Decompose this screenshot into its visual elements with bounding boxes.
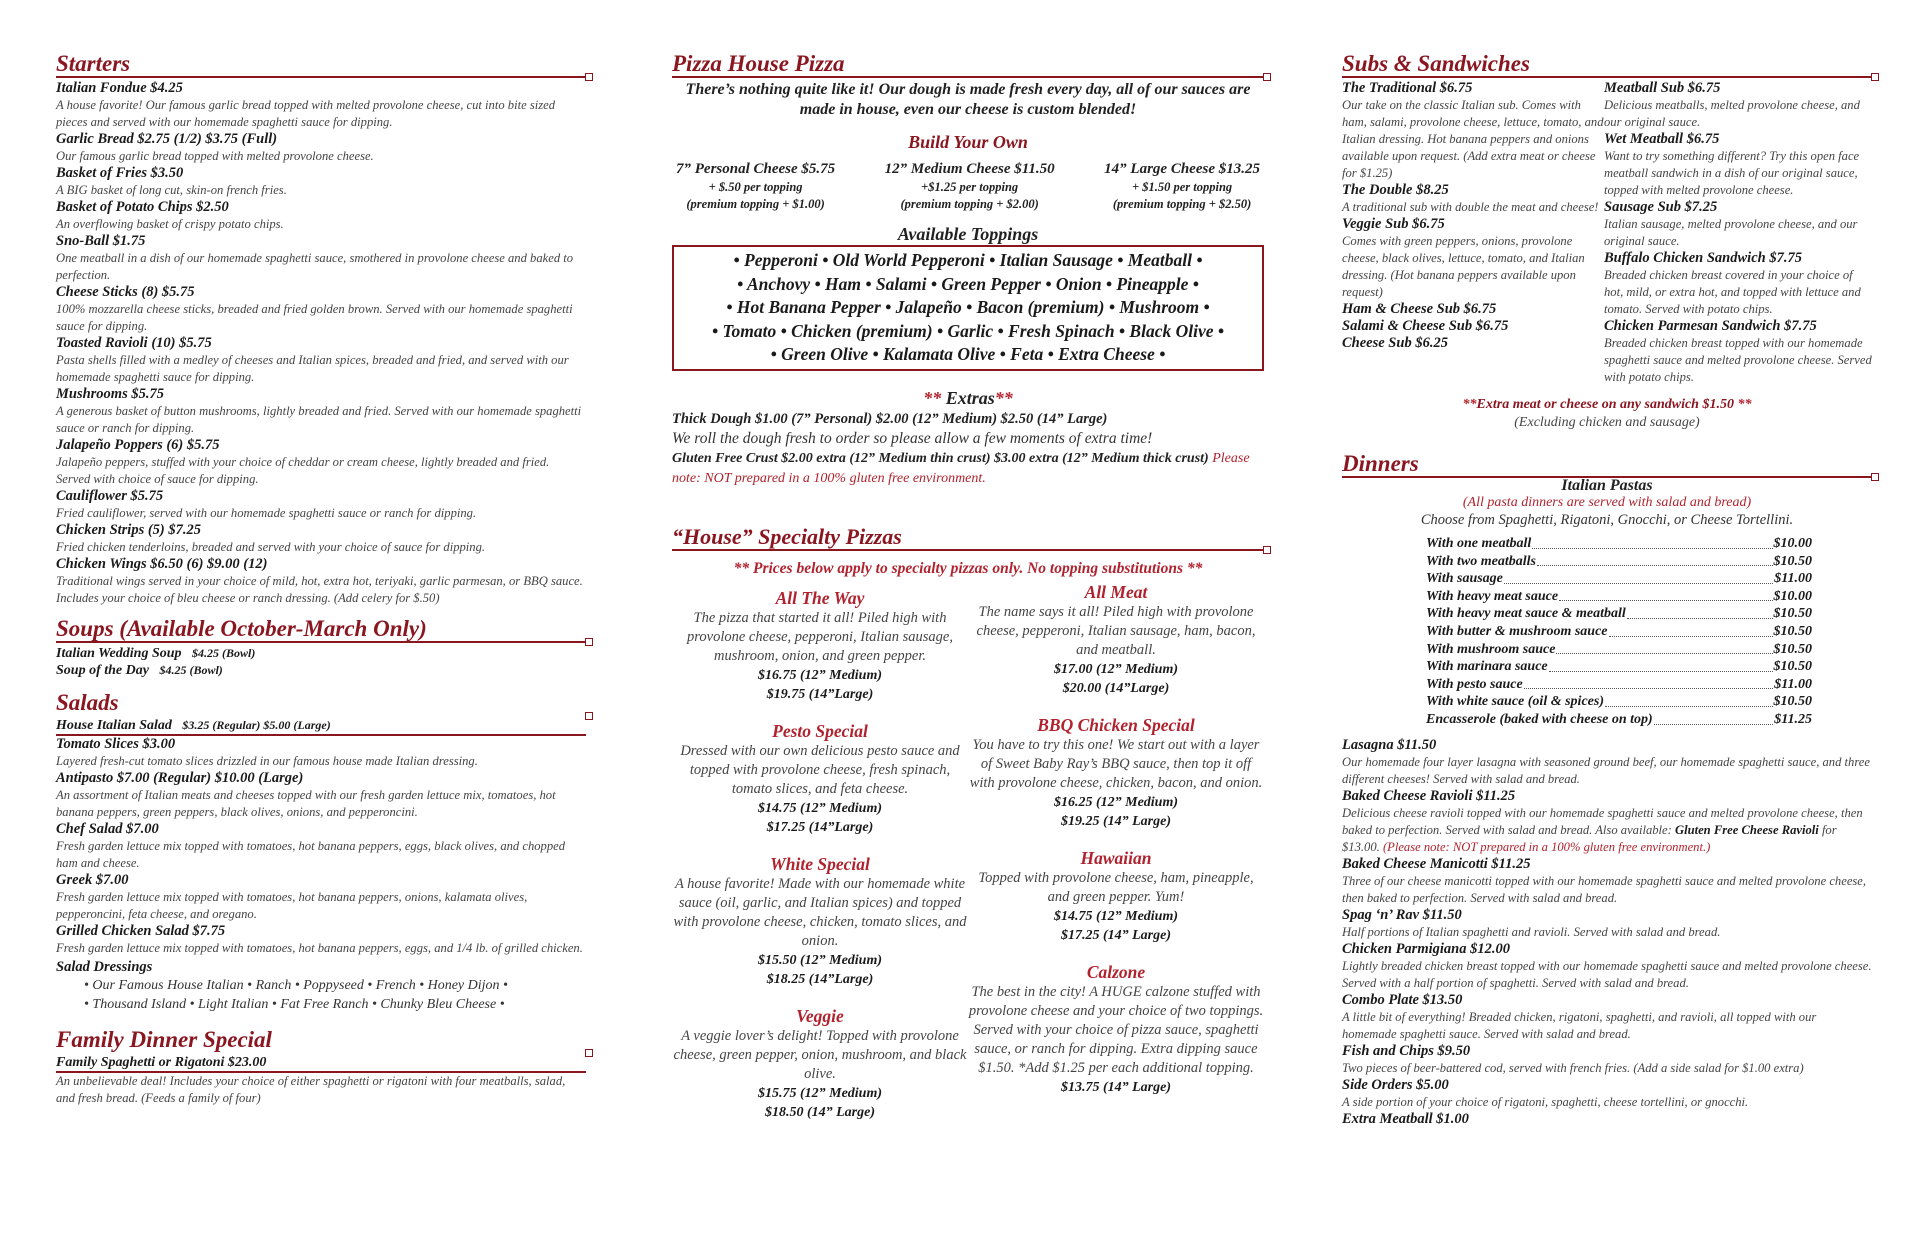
specialty-heading: “House” Specialty Pizzas — [672, 523, 1264, 551]
salad-item-desc: Fresh garden lettuce mix topped with tomatoes, hot banana peppers, eggs, black olives, and chopped ham and cheese. — [56, 839, 566, 870]
sub-item-name: Ham & Cheese Sub $6.75 — [1342, 301, 1497, 317]
specialty-desc: Topped with provolone cheese, ham, pineapple, and green pepper. Yum! — [978, 869, 1254, 905]
dot-leader — [1609, 623, 1773, 637]
sub-item — [1604, 80, 1872, 131]
specialty-pizza — [672, 1005, 968, 1122]
starter-item-name: Garlic Bread $2.75 (1/2) $3.75 (Full) — [56, 131, 278, 147]
specialty-pizza — [672, 587, 968, 704]
pasta-row — [1426, 641, 1812, 659]
dinner-item-name: Combo Plate $13.50 — [1342, 991, 1463, 1008]
dinner-item-name: Extra Meatball $1.00 — [1342, 1110, 1469, 1127]
specialty-desc: The name says it all! Piled high with provolone cheese, pepperoni, Italian sausage, ham, bacon, and meatball. — [976, 603, 1256, 658]
family-heading: Family Dinner Special — [56, 1026, 586, 1052]
sub-item — [1604, 199, 1872, 250]
specialty-price: $16.25 (12” Medium) — [1053, 794, 1179, 810]
pasta-list — [1342, 535, 1872, 729]
starter-item — [56, 284, 586, 335]
pasta-price: $10.50 — [1773, 641, 1812, 657]
salad-item — [56, 770, 586, 821]
size-topping: + $1.50 per topping — [1131, 180, 1233, 194]
dinner-item — [1342, 941, 1872, 992]
dinner-item-name: Lasagna $11.50 — [1342, 736, 1437, 753]
sub-item-name: Buffalo Chicken Sandwich $7.75 — [1604, 250, 1802, 266]
specialty-price: $19.25 (14” Large) — [1060, 813, 1172, 829]
extras-title — [672, 387, 1264, 409]
pasta-name: Encasserole (baked with cheese on top) — [1426, 711, 1653, 727]
gluten-free-crust: Gluten Free Crust $2.00 extra (12” Medium thin crust) $3.00 extra (12” Medium thick crust) — [672, 450, 1209, 466]
pasta-price: $10.50 — [1773, 623, 1812, 639]
dinner-item — [1342, 856, 1872, 907]
starter-item — [56, 556, 586, 607]
pasta-price: $10.00 — [1773, 588, 1812, 604]
starter-item — [56, 437, 586, 488]
toppings-line: • Green Olive • Kalamata Olive • Feta • Extra Cheese • — [770, 344, 1166, 364]
build-your-own-title: Build Your Own — [908, 132, 1028, 152]
starter-item-desc: A house favorite! Our famous garlic bread topped with melted provolone cheese, cut into bite sized pieces and served with our homemade spaghetti sauce for dipping. — [56, 98, 556, 129]
sub-item-desc: Delicious meatballs, melted provolone cheese, and our original sauce. — [1604, 98, 1860, 129]
dinner-item-name: Baked Cheese Manicotti $11.25 — [1342, 855, 1531, 872]
specialty-title: Veggie — [796, 1005, 844, 1026]
starter-item-desc: Fried cauliflower, served with our homemade spaghetti sauce or ranch for dipping. — [56, 506, 477, 520]
starter-item-desc: A generous basket of button mushrooms, lightly breaded and fried. Served with our homemade spaghetti sauce or ranch for dipping. — [56, 404, 582, 435]
specialty-price: $18.50 (14” Large) — [764, 1104, 876, 1120]
starter-item-desc: Traditional wings served in your choice of mild, hot, extra hot, teriyaki, garlic parmesan, or BBQ sauce. Includes your choice of bleu cheese or ranch dressing. (Add celery for $.50) — [56, 574, 583, 605]
ravioli-desc: Delicious cheese ravioli topped with our homemade spaghetti sauce and melted provolone cheese, then baked to perfection. Served with salad and bread. Also available: — [1342, 805, 1863, 837]
pasta-price: $10.50 — [1773, 659, 1812, 675]
dinner-item — [1342, 1077, 1872, 1111]
specialty-title: Pesto Special — [772, 720, 868, 741]
center-column — [672, 50, 1264, 1138]
pasta-price: $10.00 — [1773, 536, 1812, 551]
subs-extra-note — [1342, 396, 1872, 414]
sub-item — [1342, 80, 1604, 182]
starters-heading: Starters — [56, 50, 586, 78]
sub-item-name: The Double $8.25 — [1342, 182, 1449, 198]
specialty-pizza — [968, 581, 1264, 698]
starter-item — [56, 522, 586, 556]
pasta-price: $11.25 — [1774, 711, 1812, 727]
specialty-price: $17.25 (14”Large) — [766, 819, 874, 835]
sub-item-name: Meatball Sub $6.75 — [1604, 80, 1721, 96]
pastas-note: (All pasta dinners are served with salad and bread) — [1462, 495, 1752, 510]
ravioli-gf: Gluten Free Cheese Ravioli — [1675, 822, 1819, 837]
specialty-pizza — [968, 961, 1264, 1097]
house-salad-price: $3.25 (Regular) $5.00 (Large) — [182, 718, 331, 732]
specialty-desc: A veggie lover’s delight! Topped with provolone cheese, green pepper, onion, mushroom, and black olive. — [673, 1027, 967, 1082]
salad-dressings-title: Salad Dressings — [56, 959, 153, 975]
starter-item-name: Chicken Wings $6.50 (6) $9.00 (12) — [56, 556, 268, 572]
starter-item-desc: Fried chicken tenderloins, breaded and served with your choice of sauce for dipping. — [56, 540, 486, 554]
dinner-item-name: Baked Cheese Ravioli $11.25 — [1342, 787, 1516, 804]
thick-dough: Thick Dough $1.00 (7” Personal) $2.00 (12” Medium) $2.50 (14” Large) — [672, 410, 1108, 427]
specialty-price: $15.75 (12” Medium) — [757, 1085, 883, 1101]
pasta-row — [1426, 570, 1812, 588]
pasta-price: $11.00 — [1774, 571, 1812, 587]
size-premium: (premium topping + $2.00) — [900, 197, 1039, 211]
dot-leader — [1537, 553, 1773, 567]
dinner-item-name: Side Orders $5.00 — [1342, 1076, 1449, 1093]
starter-item-name: Cauliflower $5.75 — [56, 488, 164, 504]
pasta-name: With heavy meat sauce & meatball — [1426, 606, 1626, 622]
subs-extra-stars: ** — [1462, 397, 1477, 412]
soup-price: $4.25 (Bowl) — [159, 663, 223, 677]
specialty-price: $18.25 (14”Large) — [766, 971, 874, 987]
salad-item — [56, 736, 586, 770]
dot-leader — [1524, 676, 1774, 690]
dinner-item-desc: Lightly breaded chicken breast topped with our homemade spaghetti sauce and melted provolone cheese. Served with a half portion of spaghetti. Served with salad and bread. — [1342, 958, 1872, 990]
specialty-title: BBQ Chicken Special — [1037, 714, 1195, 735]
specialty-right — [968, 581, 1264, 1138]
soup-price: $4.25 (Bowl) — [192, 646, 256, 660]
left-column — [56, 50, 586, 1107]
dinner-item-name: Fish and Chips $9.50 — [1342, 1042, 1471, 1059]
extras-stars: ** — [994, 387, 1013, 408]
starter-item-desc: 100% mozzarella cheese sticks, breaded and fried golden brown. Served with our homemade spaghetti sauce for dipping. — [56, 302, 573, 333]
sub-item — [1342, 335, 1604, 352]
dot-leader — [1605, 693, 1773, 707]
soup-name: Soup of the Day — [56, 663, 149, 678]
dinner-item — [1342, 1111, 1872, 1128]
toppings-title: Available Toppings — [897, 224, 1039, 244]
extras-stars: ** — [923, 387, 942, 408]
pastas-title: Italian Pastas — [1561, 477, 1653, 494]
gluten-free — [672, 449, 1264, 489]
starter-item-name: Mushrooms $5.75 — [56, 386, 164, 402]
pasta-name: With pesto sauce — [1426, 676, 1523, 692]
specialty-desc: A house favorite! Made with our homemade white sauce (oil, garlic, and Italian spices) and topped with provolone cheese, chicken, tomato slices, and onion. — [673, 875, 967, 949]
starter-item-name: Cheese Sticks (8) $5.75 — [56, 284, 195, 300]
salad-item — [56, 821, 586, 872]
subs-left — [1342, 80, 1604, 386]
pasta-name: With white sauce (oil & spices) — [1426, 694, 1604, 710]
gluten-free-note: Please note: NOT prepared in a 100% gluten free environment. — [672, 450, 1250, 486]
subs-extra-stars: ** — [1737, 397, 1752, 412]
salad-item — [56, 923, 586, 957]
ravioli-gf-price: for $13.00. — [1342, 822, 1837, 854]
dot-leader — [1504, 570, 1773, 584]
family-item-name: Family Spaghetti or Rigatoni $23.00 — [56, 1054, 586, 1073]
pasta-name: With sausage — [1426, 571, 1503, 587]
salad-dressings-line: • Our Famous House Italian • Ranch • Poppyseed • French • Honey Dijon • — [84, 978, 508, 993]
sub-item — [1342, 318, 1604, 335]
toppings-line: • Pepperoni • Old World Pepperoni • Italian Sausage • Meatball • — [733, 250, 1203, 270]
specialty-price: $16.75 (12” Medium) — [757, 667, 883, 683]
specialty-price: $17.00 (12” Medium) — [1053, 661, 1179, 677]
specialty-left — [672, 587, 968, 1138]
specialty-pizza — [672, 853, 968, 989]
starter-item-name: Toasted Ravioli (10) $5.75 — [56, 335, 212, 351]
specialty-price: $14.75 (12” Medium) — [757, 800, 883, 816]
size-name: 7” Personal Cheese $5.75 — [676, 161, 836, 177]
pasta-row — [1426, 676, 1812, 694]
dinner-item-desc: Two pieces of beer-battered cod, served with french fries. (Add a side salad for $1.00 extra) — [1342, 1060, 1804, 1075]
dot-leader — [1532, 535, 1772, 549]
sub-item-name: Salami & Cheese Sub $6.75 — [1342, 318, 1509, 334]
dinner-item-desc: A side portion of your choice of rigatoni, spaghetti, cheese tortellini, or gnocchi. — [1342, 1094, 1749, 1109]
dinner-item-name: Chicken Parmigiana $12.00 — [1342, 940, 1510, 957]
sub-item-name: Sausage Sub $7.25 — [1604, 199, 1718, 215]
pasta-name: With marinara sauce — [1426, 659, 1548, 675]
salad-dressings-line: • Thousand Island • Light Italian • Fat Free Ranch • Chunky Bleu Cheese • — [84, 997, 505, 1012]
salad-item-desc: An assortment of Italian meats and cheeses topped with our fresh garden lettuce mix, tomatoes, hot banana peppers, green peppers, black olives, onions, and pepperoncini. — [56, 788, 556, 819]
dinner-item — [1342, 907, 1872, 941]
starter-item-name: Chicken Strips (5) $7.25 — [56, 522, 202, 538]
sub-item-desc: Want to try something different? Try this open face meatball sandwich in a dish of our original sauce, topped with melted provolone cheese. — [1604, 149, 1860, 197]
starter-item-desc: A BIG basket of long cut, skin-on french fries. — [56, 183, 287, 197]
dinner-item-desc — [1342, 805, 1872, 856]
pasta-row — [1426, 588, 1812, 606]
dinner-item-desc: Half portions of Italian spaghetti and ravioli. Served with salad and bread. — [1342, 924, 1721, 939]
size-topping: + $.50 per topping — [708, 180, 803, 194]
pasta-name: With butter & mushroom sauce — [1426, 623, 1608, 639]
dinner-item — [1342, 1043, 1872, 1077]
soup-item — [56, 645, 586, 662]
salad-item — [56, 872, 586, 923]
specialty-price: $20.00 (14”Large) — [1062, 680, 1170, 696]
specialty-desc: The pizza that started it all! Piled high with provolone cheese, pepperoni, Italian sausage, mushroom, onion, and green pepper. — [687, 609, 953, 664]
specialty-price: $13.75 (14” Large) — [1060, 1079, 1172, 1095]
size-medium — [885, 159, 1055, 213]
starter-item-desc: One meatball in a dish of our homemade spaghetti sauce, smothered in provolone cheese and baked to perfection. — [56, 251, 574, 282]
size-name: 12” Medium Cheese $11.50 — [884, 161, 1055, 177]
size-topping: +$1.25 per topping — [921, 180, 1019, 194]
sub-item-name: Cheese Sub $6.25 — [1342, 335, 1448, 351]
sub-item-desc: Italian sausage, melted provolone cheese, and our original sauce. — [1604, 217, 1858, 248]
pasta-name: With two meatballs — [1426, 553, 1536, 569]
starter-item — [56, 165, 586, 199]
starters-list — [56, 80, 586, 607]
pasta-price: $10.50 — [1773, 606, 1812, 622]
starter-item — [56, 131, 586, 165]
dinners-heading: Dinners — [1342, 450, 1872, 478]
size-options — [672, 159, 1264, 213]
starter-item — [56, 386, 586, 437]
starter-item-desc: Jalapeño peppers, stuffed with your choice of cheddar or cream cheese, lightly breaded and fried. Served with choice of sauce for dipping. — [56, 455, 550, 486]
pasta-row — [1426, 623, 1812, 641]
pasta-name: With mushroom sauce — [1426, 641, 1556, 657]
dinner-item-name: Spag ‘n’ Rav $11.50 — [1342, 906, 1462, 923]
starter-item-name: Sno-Ball $1.75 — [56, 233, 146, 249]
sub-item-desc: Comes with green peppers, onions, provolone cheese, black olives, lettuce, tomato, and Italian dressing. (Hot banana peppers available upon request) — [1342, 234, 1585, 299]
specialty-pizza — [672, 720, 968, 837]
subs-grid — [1342, 80, 1872, 386]
dinner-item-desc: Three of our cheese manicotti topped with our homemade spaghetti sauce and melted provolone cheese, then baked to perfection. Served with salad and bread. — [1342, 873, 1867, 905]
dinner-item — [1342, 737, 1872, 788]
pasta-name: With heavy meat sauce — [1426, 588, 1559, 604]
toppings-box — [672, 245, 1264, 371]
dot-leader — [1556, 641, 1772, 655]
pasta-price: $10.50 — [1773, 553, 1812, 569]
soup-item — [56, 662, 586, 679]
sub-item-name: Chicken Parmesan Sandwich $7.75 — [1604, 318, 1817, 334]
starter-item-name: Jalapeño Poppers (6) $5.75 — [56, 437, 220, 453]
specialty-note: ** Prices below apply to specialty pizzas only. No topping substitutions ** — [733, 559, 1203, 577]
salads-list — [56, 736, 586, 957]
starter-item — [56, 335, 586, 386]
house-salad — [56, 717, 586, 736]
starter-item-desc: An overflowing basket of crispy potato chips. — [56, 217, 284, 231]
starter-item-desc: Our famous garlic bread topped with melted provolone cheese. — [56, 149, 374, 163]
specialty-price: $14.75 (12” Medium) — [1053, 908, 1179, 924]
salad-item-name: Antipasto $7.00 (Regular) $10.00 (Large) — [56, 770, 304, 786]
sub-item — [1342, 182, 1604, 216]
sub-item-desc: Our take on the classic Italian sub. Comes with ham, salami, provolone cheese, lettuce, tomato, and Italian dressing. Hot banana peppers and onions available upon request. (Add extra meat or cheese for $1.25) — [1342, 98, 1604, 180]
family-item-desc: An unbelievable deal! Includes your choice of either spaghetti or rigatoni with four meatballs, salad, and fresh bread. (Feeds a family of four) — [56, 1074, 566, 1105]
soup-name: Italian Wedding Soup — [56, 646, 182, 661]
sub-item — [1604, 131, 1872, 199]
starter-item — [56, 488, 586, 522]
starter-item-desc: Pasta shells filled with a medley of cheeses and Italian spices, breaded and fried, and served with our homemade spaghetti sauce for dipping. — [56, 353, 569, 384]
size-personal — [676, 159, 835, 213]
pasta-row — [1426, 693, 1812, 711]
soups-heading: Soups (Available October-March Only) — [56, 615, 586, 643]
pizza-heading: Pizza House Pizza — [672, 50, 1264, 78]
starter-item — [56, 80, 586, 131]
thick-dough-note: We roll the dough fresh to order so please allow a few moments of extra time! — [672, 429, 1153, 447]
specialty-title: All Meat — [1084, 581, 1148, 602]
salad-item-name: Greek $7.00 — [56, 872, 129, 888]
size-large — [1104, 159, 1260, 213]
dot-leader — [1549, 658, 1773, 672]
pasta-row — [1426, 553, 1812, 571]
pasta-row — [1426, 711, 1812, 729]
starter-item-name: Basket of Potato Chips $2.50 — [56, 199, 229, 215]
toppings-line: • Tomato • Chicken (premium) • Garlic • Fresh Spinach • Black Olive • — [711, 320, 1225, 341]
starter-item — [56, 199, 586, 233]
size-premium: (premium topping + $2.50) — [1112, 197, 1252, 211]
pasta-row — [1426, 605, 1812, 623]
dinner-item-desc: A little bit of everything! Breaded chicken, rigatoni, spaghetti, and ravioli, all topped with our homemade spaghetti sauce. Served with salad and bread. — [1342, 1009, 1817, 1041]
specialty-title: Hawaiian — [1080, 847, 1152, 868]
dinner-item-desc: Our homemade four layer lasagna with seasoned ground beef, our homemade spaghetti sauce, and three different cheeses! Served with salad and bread. — [1342, 754, 1870, 786]
salad-item-desc: Layered fresh-cut tomato slices drizzled in our famous house made Italian dressing. — [56, 754, 478, 768]
dinner-list — [1342, 907, 1872, 1128]
subs-heading: Subs & Sandwiches — [1342, 50, 1872, 78]
salad-item-name: Tomato Slices $3.00 — [56, 736, 176, 752]
specialty-grid — [672, 581, 1264, 1138]
pizza-intro: There’s nothing quite like it! Our dough is made fresh every day, all of our sauces are made in house, even our cheese is custom blended! — [685, 81, 1251, 118]
specialty-price: $15.50 (12” Medium) — [757, 952, 883, 968]
starter-item-name: Basket of Fries $3.50 — [56, 165, 184, 181]
pasta-price: $10.50 — [1773, 694, 1812, 710]
pasta-row — [1426, 658, 1812, 676]
specialty-pizza — [968, 847, 1264, 945]
pasta-price: $11.00 — [1774, 676, 1812, 692]
starter-item — [56, 233, 586, 284]
specialty-price: $19.75 (14”Large) — [766, 686, 874, 702]
salad-item-desc: Fresh garden lettuce mix topped with tomatoes, hot banana peppers, onions, kalamata olives, pepperoncini, feta cheese, and oregano. — [56, 890, 528, 921]
sub-item-desc: Breaded chicken breast covered in your choice of hot, mild, or extra hot, and topped with lettuce and tomato. Served with potato chips. — [1604, 268, 1861, 316]
sub-item-desc: Breaded chicken breast topped with our homemade spaghetti sauce and melted provolone cheese. Served with potato chips. — [1604, 336, 1872, 384]
specialty-title: All The Way — [775, 587, 865, 608]
sub-item-name: Wet Meatball $6.75 — [1604, 131, 1720, 147]
subs-extra-text: Extra meat or cheese on any sandwich $1.50 — [1476, 397, 1734, 412]
specialty-desc: Dressed with our own delicious pesto sauce and topped with provolone cheese, fresh spinach, tomato slices, and feta cheese. — [680, 742, 960, 797]
subs-extra-sub: (Excluding chicken and sausage) — [1514, 415, 1700, 430]
salad-item-name: Grilled Chicken Salad $7.75 — [56, 923, 226, 939]
ravioli-note: (Please note: NOT prepared in a 100% gluten free environment.) — [1382, 839, 1711, 854]
sub-item — [1604, 318, 1872, 386]
toppings-line: • Anchovy • Ham • Salami • Green Pepper • Onion • Pineapple • — [737, 273, 1199, 294]
specialty-pizza — [968, 714, 1264, 831]
specialty-price: $17.25 (14” Large) — [1060, 927, 1172, 943]
extras-label: Extras — [945, 387, 995, 408]
sub-item-name: The Traditional $6.75 — [1342, 80, 1473, 96]
sub-item — [1342, 301, 1604, 318]
toppings-line: • Hot Banana Pepper • Jalapeño • Bacon (premium) • Mushroom • — [726, 297, 1210, 317]
specialty-title: Calzone — [1086, 961, 1146, 982]
subs-right — [1604, 80, 1872, 386]
sub-item-desc: A traditional sub with double the meat and cheese! — [1342, 200, 1599, 214]
specialty-desc: The best in the city! A HUGE calzone stuffed with provolone cheese and your choice of two toppings. Served with your choice of pizza sauce, spaghetti sauce, or ranch for dipping. Extra dipping sauce $1.50. *Add $1.25 per each additional topping. — [968, 983, 1264, 1076]
right-column — [1342, 50, 1872, 1128]
sub-item — [1342, 216, 1604, 301]
dinner-item — [1342, 992, 1872, 1043]
salad-item-desc: Fresh garden lettuce mix topped with tomatoes, hot banana peppers, eggs, and 1/4 lb. of grilled chicken. — [56, 941, 583, 955]
salads-heading: Salads — [56, 689, 586, 715]
pastas-choose: Choose from Spaghetti, Rigatoni, Gnocchi, or Cheese Tortellini. — [1420, 512, 1794, 528]
dot-leader — [1654, 711, 1774, 725]
salad-item-name: Chef Salad $7.00 — [56, 821, 159, 837]
house-salad-name: House Italian Salad — [56, 718, 172, 733]
size-name: 14” Large Cheese $13.25 — [1104, 161, 1260, 177]
dot-leader — [1627, 605, 1773, 619]
dinner-item — [1342, 788, 1872, 856]
specialty-title: White Special — [770, 853, 870, 874]
dot-leader — [1559, 588, 1772, 602]
sub-item — [1604, 250, 1872, 318]
size-premium: (premium topping + $1.00) — [686, 197, 825, 211]
starter-item-name: Italian Fondue $4.25 — [56, 80, 183, 96]
sub-item-name: Veggie Sub $6.75 — [1342, 216, 1445, 232]
pasta-name: With one meatball — [1426, 536, 1532, 551]
pasta-row — [1426, 535, 1812, 553]
specialty-desc: You have to try this one! We start out with a layer of Sweet Baby Ray’s BBQ sauce, then top it off with provolone cheese, chicken, bacon, and onion. — [969, 736, 1263, 791]
